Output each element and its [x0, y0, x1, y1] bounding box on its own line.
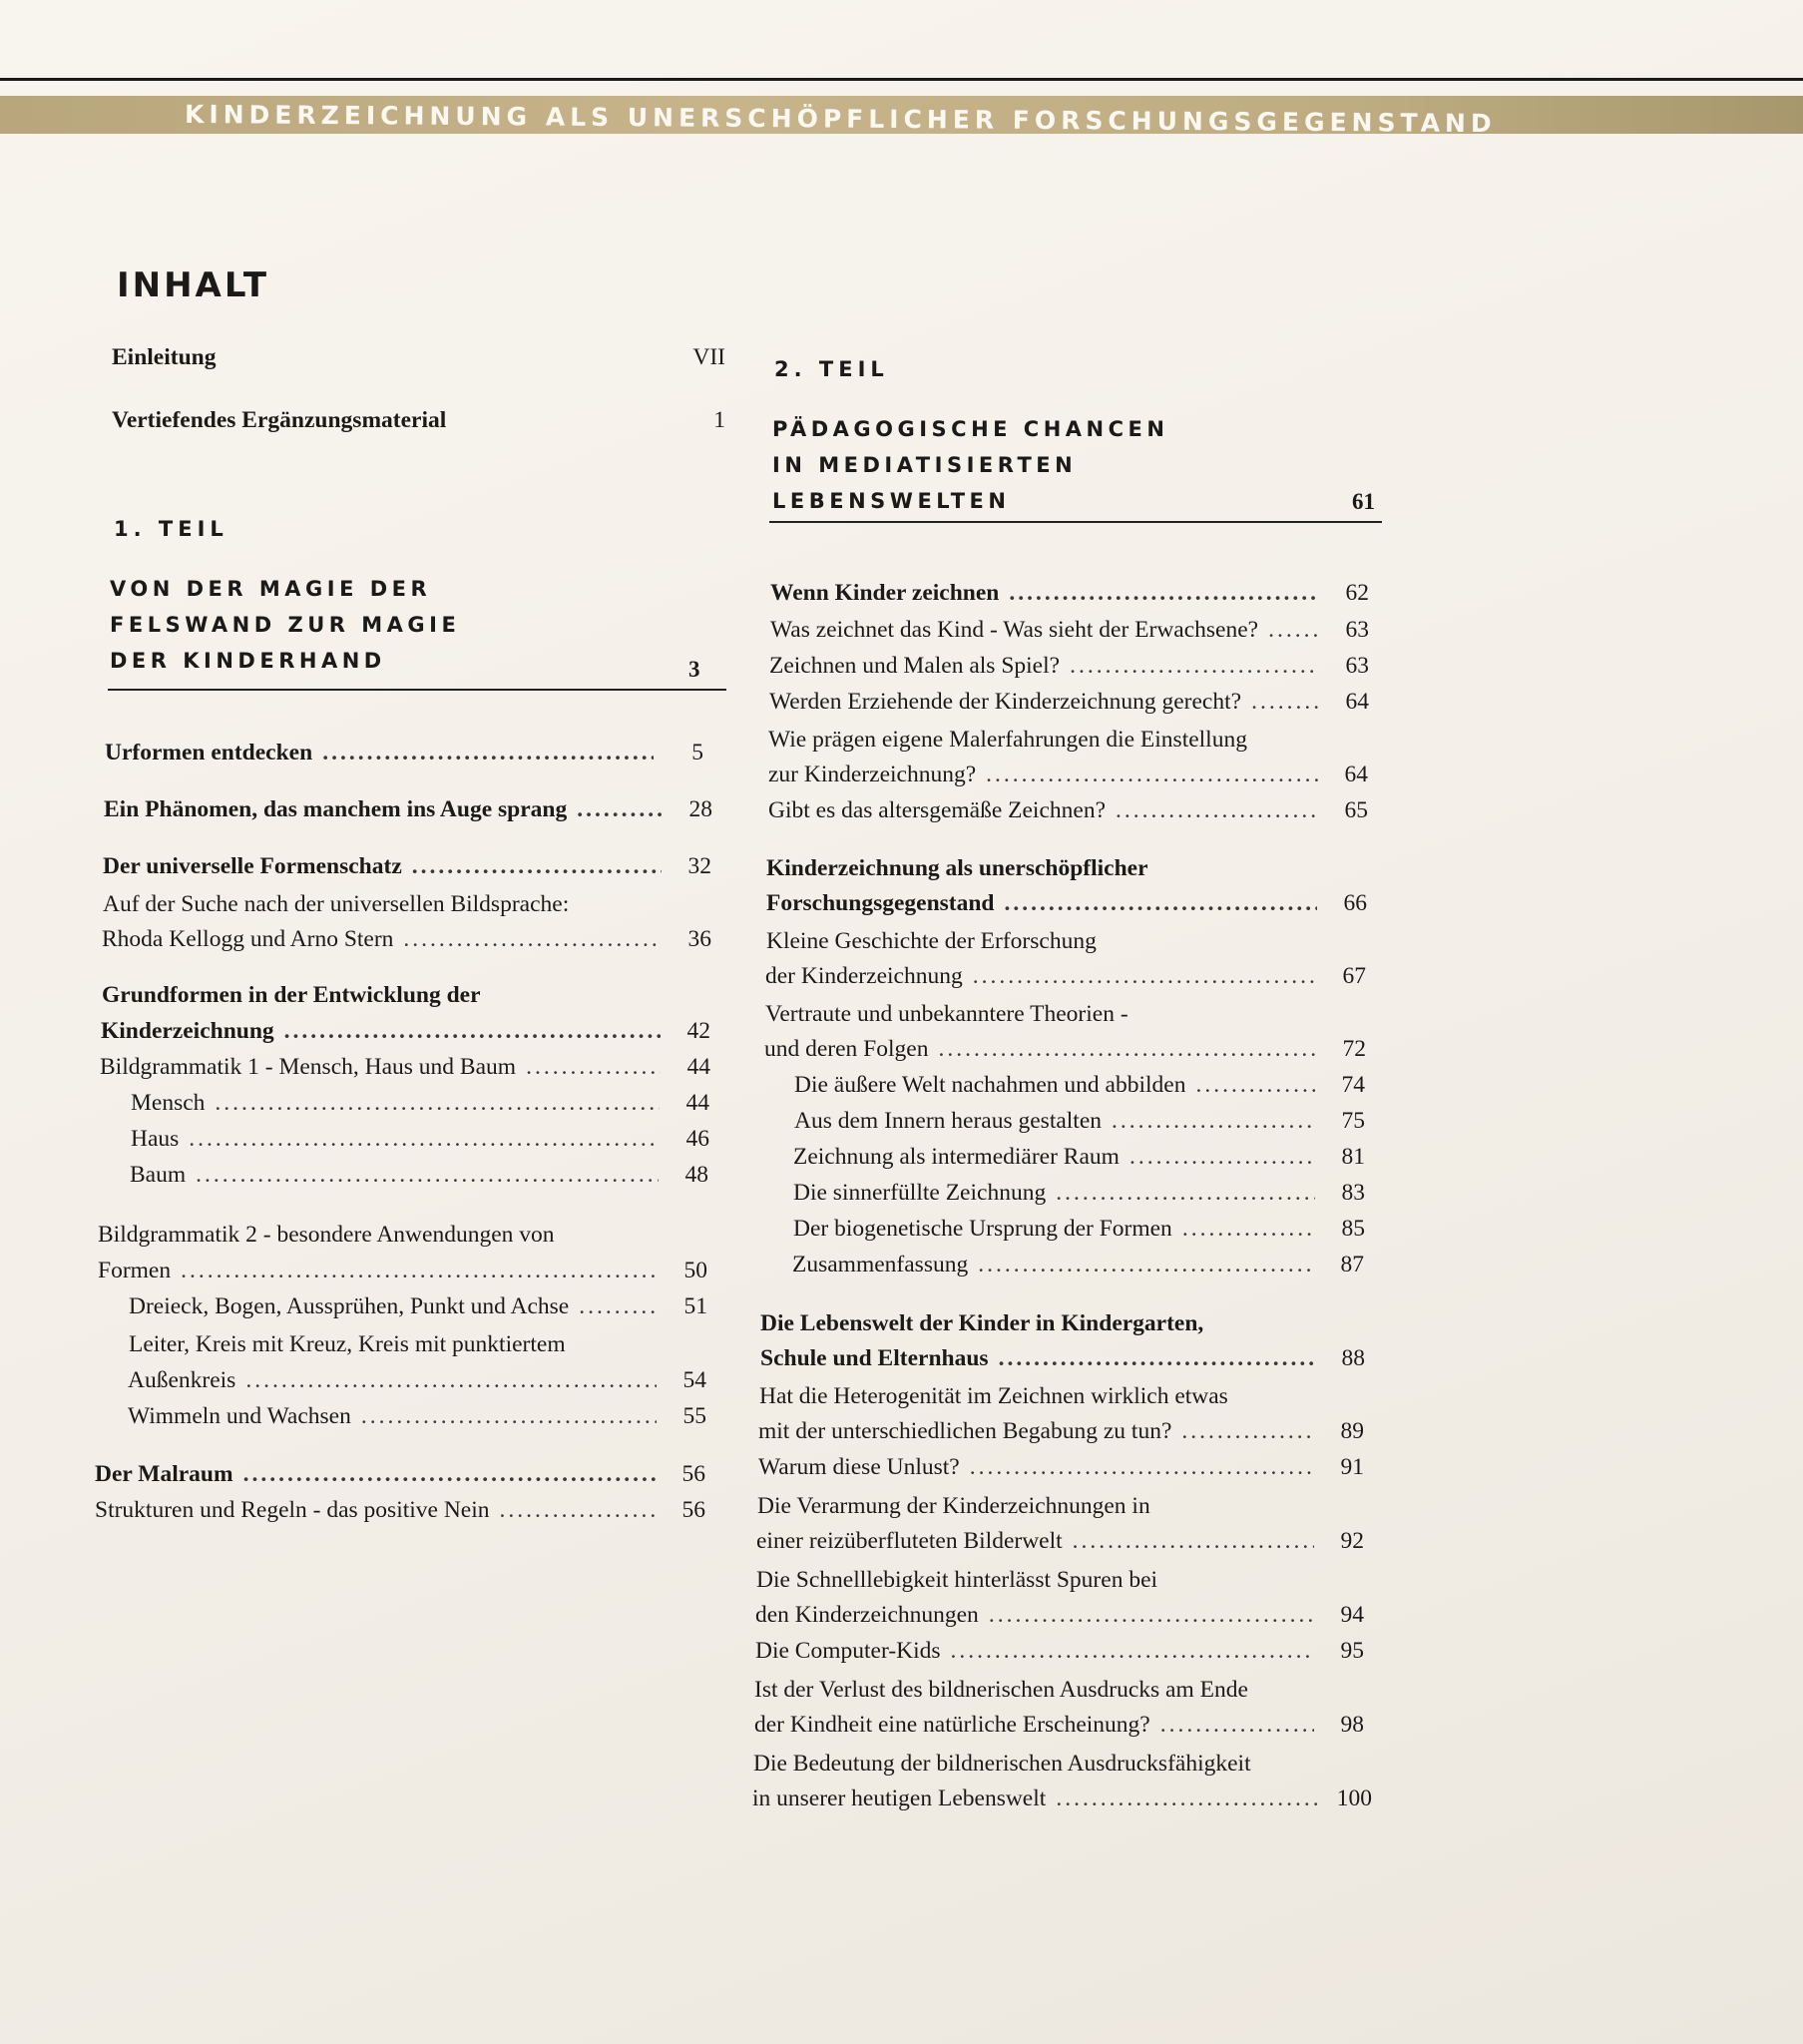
dot-leader [196, 1164, 659, 1188]
dot-leader [322, 742, 654, 766]
toc-entry [102, 928, 711, 952]
toc-entry [769, 691, 1369, 715]
dot-leader [1112, 1110, 1315, 1134]
toc-entry [98, 1260, 707, 1283]
entry-title: Rhoda Kellogg und Arno Stern [102, 926, 394, 952]
part-title-line: DER KINDERHAND [110, 649, 386, 673]
toc-entry [95, 1463, 705, 1487]
header-band-text: KINDERZEICHNUNG ALS UNERSCHÖPFLICHER FORSCHUNGSGEGENSTAND [184, 100, 1497, 139]
toc-entry [104, 798, 712, 822]
entry-line: Die Verarmung der Kinderzeichnungen in [757, 1493, 1150, 1519]
dot-leader [1116, 799, 1318, 823]
entry-line: Leiter, Kreis mit Kreuz, Kreis mit punktiertem [129, 1331, 566, 1357]
entry-page: 64 [1344, 762, 1368, 787]
dot-leader [1070, 655, 1319, 679]
entry-title: Einleitung [112, 344, 217, 370]
entry-page: 85 [1341, 1216, 1365, 1242]
entry-page: 56 [681, 1461, 705, 1487]
toc-entry [794, 1074, 1365, 1098]
toc-entry [754, 1714, 1364, 1738]
toc-entry [792, 1254, 1364, 1278]
dot-leader [577, 798, 663, 822]
entry-page: 56 [681, 1497, 705, 1523]
toc-entry [752, 1788, 1372, 1811]
part-title-line: IN MEDIATISIERTEN [772, 453, 1078, 477]
entry-title: Der biogenetische Ursprung der Formen [793, 1216, 1172, 1242]
entry-title: Außenkreis [128, 1367, 236, 1393]
entry-line: Ist der Verlust des bildnerischen Ausdrucks am Ende [754, 1677, 1248, 1703]
entry-title: einer reizüberfluteten Bilderwelt [756, 1528, 1063, 1554]
dot-leader [403, 928, 662, 952]
entry-page: 44 [685, 1090, 709, 1116]
entry-page: 65 [1344, 797, 1368, 823]
toc-entry-einleitung [112, 346, 725, 370]
entry-title: in unserer heutigen Lebenswelt [752, 1786, 1047, 1811]
entry-line: Grundformen in der Entwicklung der [102, 982, 481, 1008]
dot-leader [284, 1020, 661, 1044]
entry-page: 63 [1345, 653, 1369, 679]
top-rule [0, 78, 1803, 81]
entry-page: 83 [1341, 1180, 1365, 1206]
dot-leader [526, 1056, 661, 1080]
page-title: INHALT [117, 265, 270, 305]
entry-page: 46 [685, 1126, 709, 1152]
entry-page: 74 [1341, 1072, 1365, 1098]
toc-entry [101, 1020, 710, 1044]
toc-entry [131, 1092, 709, 1116]
dot-leader [1073, 1530, 1314, 1554]
dot-leader [1268, 619, 1319, 643]
entry-line: Kleine Geschichte der Erforschung [766, 928, 1097, 954]
dot-leader [986, 764, 1318, 787]
entry-line: Hat die Heterogenität im Zeichnen wirklich etwas [759, 1383, 1228, 1409]
entry-line: Auf der Suche nach der universellen Bildsprache: [103, 891, 570, 917]
entry-title: Mensch [131, 1090, 206, 1116]
toc-entry [131, 1128, 709, 1152]
toc-entry [758, 1456, 1364, 1480]
part-title-line: LEBENSWELTEN [772, 489, 1011, 513]
entry-page: 32 [687, 853, 711, 879]
entry-line: Wie prägen eigene Malerfahrungen die Einstellung [768, 727, 1247, 753]
entry-page: 67 [1342, 963, 1366, 989]
part-title-line: VON DER MAGIE DER [110, 577, 432, 601]
entry-page: 92 [1340, 1528, 1364, 1554]
entry-title: Wenn Kinder zeichnen [770, 580, 1000, 606]
dot-leader [999, 1347, 1315, 1371]
part-1-page: 3 [688, 657, 700, 682]
dot-leader [1195, 1074, 1315, 1098]
entry-title: Schule und Elternhaus [760, 1345, 989, 1371]
dot-leader [361, 1405, 657, 1429]
entry-title: Die äußere Welt nachahmen und abbilden [794, 1072, 1186, 1098]
part-title-line: FELSWAND ZUR MAGIE [110, 613, 461, 637]
entry-page: 75 [1341, 1108, 1365, 1134]
entry-title: Bildgrammatik 1 - Mensch, Haus und Baum [100, 1054, 517, 1080]
toc-entry-ergaenzung [112, 409, 725, 433]
dot-leader [1251, 691, 1319, 715]
entry-title: Was zeichnet das Kind - Was sieht der Erwachsene? [770, 617, 1259, 643]
toc-entry [755, 1640, 1364, 1664]
entry-line: Vertraute und unbekanntere Theorien - [765, 1001, 1128, 1027]
entry-page: 81 [1341, 1144, 1365, 1170]
entry-line: Bildgrammatik 2 - besondere Anwendungen von [98, 1222, 555, 1248]
dot-leader [1009, 582, 1319, 606]
part-2-label: 2. TEIL [774, 357, 889, 381]
dot-leader [978, 1254, 1314, 1278]
entry-line: Die Schnelllebigkeit hinterlässt Spuren bei [756, 1567, 1158, 1593]
entry-page: 88 [1341, 1345, 1365, 1371]
dot-leader [245, 1369, 657, 1393]
toc-entry [129, 1295, 707, 1319]
toc-entry [770, 619, 1369, 643]
toc-entry [128, 1405, 706, 1429]
entry-page: 87 [1340, 1252, 1364, 1278]
entry-title: Werden Erziehende der Kinderzeichnung gerecht? [769, 689, 1242, 715]
entry-page: 89 [1340, 1418, 1364, 1444]
entry-page: 66 [1343, 890, 1367, 916]
entry-title: Zeichnung als intermediärer Raum [793, 1144, 1120, 1170]
entry-title: den Kinderzeichnungen [755, 1602, 979, 1628]
dot-leader [1129, 1146, 1315, 1170]
part-1-title [110, 571, 460, 679]
entry-page: 91 [1340, 1454, 1364, 1480]
dot-leader [1160, 1714, 1314, 1738]
entry-page: VII [692, 344, 725, 370]
entry-line: Kinderzeichnung als unerschöpflicher [766, 855, 1148, 881]
entry-page: 55 [682, 1403, 706, 1429]
toc-entry [793, 1146, 1365, 1170]
part-1-rule [108, 689, 726, 691]
dot-leader [989, 1604, 1314, 1628]
part-2-page: 61 [1352, 489, 1375, 514]
dot-leader [215, 1092, 660, 1116]
toc-entry [95, 1499, 705, 1523]
entry-title: Dreieck, Bogen, Aussprühen, Punkt und Achse [129, 1293, 570, 1319]
entry-title: Strukturen und Regeln - das positive Nein [95, 1497, 490, 1523]
entry-title: Die sinnerfüllte Zeichnung [793, 1180, 1047, 1206]
part-2-title [772, 411, 1168, 519]
entry-page: 100 [1336, 1786, 1372, 1811]
dot-leader [1182, 1218, 1315, 1242]
entry-page: 36 [687, 926, 711, 952]
entry-page: 63 [1345, 617, 1369, 643]
entry-page: 54 [682, 1367, 706, 1393]
toc-entry [793, 1182, 1365, 1206]
toc-entry [130, 1164, 708, 1188]
dot-leader [243, 1463, 656, 1487]
toc-entry [103, 855, 711, 879]
toc-entry [793, 1218, 1365, 1242]
dot-leader [951, 1640, 1314, 1664]
toc-entry [128, 1369, 706, 1393]
entry-title: Vertiefendes Ergänzungsmaterial [112, 407, 447, 433]
toc-entry [760, 1347, 1365, 1371]
entry-title: Forschungsgegenstand [766, 890, 995, 916]
toc-entry [768, 764, 1368, 787]
toc-entry [765, 965, 1366, 989]
dot-leader [1181, 1420, 1314, 1444]
entry-page: 1 [713, 407, 725, 433]
entry-page: 62 [1345, 580, 1369, 606]
entry-page: 50 [683, 1258, 707, 1283]
entry-title: und deren Folgen [764, 1036, 929, 1062]
entry-title: Urformen entdecken [105, 740, 313, 766]
part-title-line: PÄDAGOGISCHE CHANCEN [772, 417, 1169, 441]
entry-page: 94 [1340, 1602, 1364, 1628]
entry-title: mit der unterschiedlichen Begabung zu tun? [758, 1418, 1172, 1444]
part-1-label: 1. TEIL [114, 517, 228, 541]
dot-leader [970, 1456, 1314, 1480]
entry-page: 64 [1345, 689, 1369, 715]
dot-leader [181, 1260, 658, 1283]
dot-leader [973, 965, 1316, 989]
entry-line: Die Bedeutung der bildnerischen Ausdrucksfähigkeit [753, 1751, 1251, 1777]
entry-title: zur Kinderzeichnung? [768, 762, 977, 787]
entry-page: 44 [686, 1054, 710, 1080]
dot-leader [1005, 892, 1317, 916]
toc-entry [769, 655, 1369, 679]
entry-title: Formen [98, 1258, 172, 1283]
entry-title: Die Computer-Kids [755, 1638, 941, 1664]
entry-title: Gibt es das altersgemäße Zeichnen? [768, 797, 1106, 823]
entry-page: 95 [1340, 1638, 1364, 1664]
toc-entry [766, 892, 1367, 916]
dot-leader [412, 855, 662, 879]
toc-entry [756, 1530, 1364, 1554]
toc-entry [794, 1110, 1365, 1134]
toc-entry [764, 1038, 1366, 1062]
toc-entry [100, 1056, 710, 1080]
entry-title: Ein Phänomen, das manchem ins Auge sprang [104, 796, 568, 822]
toc-entry [755, 1604, 1364, 1628]
entry-page: 98 [1340, 1712, 1364, 1738]
entry-title: Kinderzeichnung [101, 1018, 274, 1044]
dot-leader [500, 1499, 656, 1523]
entry-page: 72 [1342, 1036, 1366, 1062]
entry-page: 28 [688, 796, 712, 822]
entry-title: Warum diese Unlust? [758, 1454, 960, 1480]
toc-entry [105, 742, 703, 766]
entry-page: 48 [684, 1162, 708, 1188]
entry-page: 51 [683, 1293, 707, 1319]
dot-leader [1056, 1182, 1315, 1206]
entry-title: Aus dem Innern heraus gestalten [794, 1108, 1103, 1134]
dot-leader [938, 1038, 1316, 1062]
dot-leader [579, 1295, 658, 1319]
toc-entry [768, 799, 1368, 823]
dot-leader [189, 1128, 660, 1152]
entry-title: Baum [130, 1162, 187, 1188]
entry-title: Wimmeln und Wachsen [128, 1403, 351, 1429]
entry-page: 42 [686, 1018, 710, 1044]
toc-entry [758, 1420, 1364, 1444]
entry-title: Der universelle Formenschatz [103, 853, 402, 879]
entry-line: Die Lebenswelt der Kinder in Kindergarten, [760, 1310, 1204, 1336]
entry-title: der Kindheit eine natürliche Erscheinung? [754, 1712, 1150, 1738]
toc-entry [770, 582, 1369, 606]
entry-title: Zusammenfassung [792, 1252, 969, 1278]
entry-title: Der Malraum [95, 1461, 233, 1487]
dot-leader [1056, 1788, 1322, 1811]
entry-title: Zeichnen und Malen als Spiel? [769, 653, 1061, 679]
part-2-rule [769, 521, 1382, 523]
entry-title: der Kinderzeichnung [765, 963, 963, 989]
entry-title: Haus [131, 1126, 180, 1152]
entry-page: 5 [691, 740, 703, 766]
